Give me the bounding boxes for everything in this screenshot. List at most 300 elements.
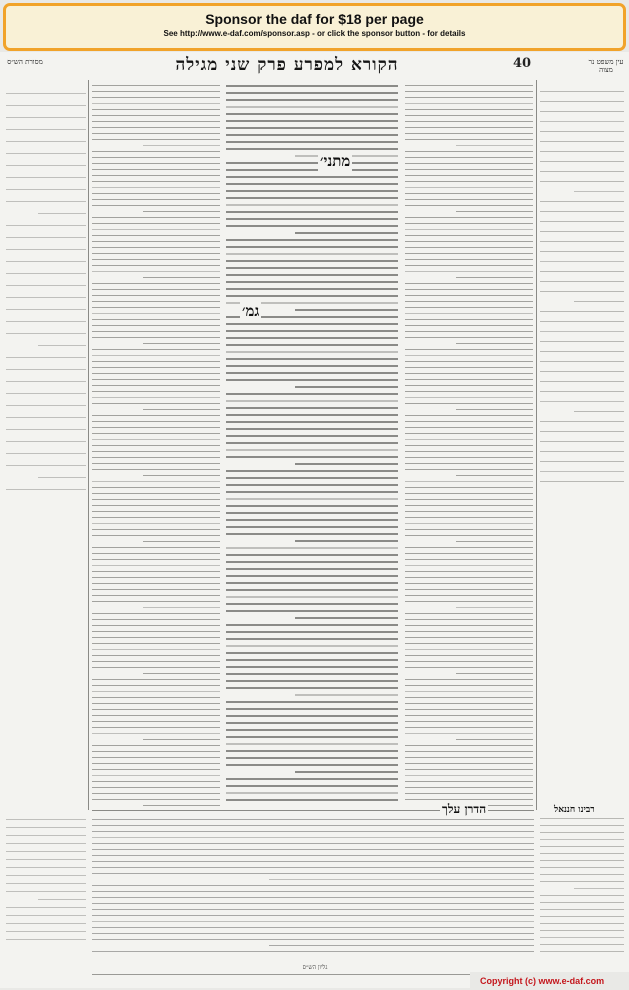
text-line — [92, 547, 220, 548]
text-line — [226, 274, 398, 276]
text-line — [92, 157, 220, 158]
text-line — [405, 487, 533, 488]
text-line — [405, 553, 533, 554]
text-line — [226, 162, 398, 164]
text-line — [405, 715, 533, 716]
text-line — [92, 745, 220, 746]
text-line — [226, 729, 398, 731]
text-line — [405, 697, 533, 698]
text-line — [6, 105, 86, 106]
text-line — [226, 148, 398, 150]
text-line — [540, 91, 624, 92]
text-line — [92, 451, 220, 452]
text-line — [295, 694, 398, 696]
text-line — [92, 193, 220, 194]
text-line — [226, 526, 398, 528]
text-line — [92, 577, 220, 578]
text-line — [92, 85, 220, 86]
text-line — [92, 115, 220, 116]
text-line — [540, 251, 624, 252]
text-line — [226, 183, 398, 185]
text-line — [92, 139, 220, 140]
text-line — [540, 391, 624, 392]
text-line — [405, 283, 533, 284]
text-line — [226, 204, 398, 206]
text-line — [405, 781, 533, 782]
text-line — [92, 715, 220, 716]
text-line — [92, 283, 220, 284]
text-line — [226, 785, 398, 787]
text-line — [405, 757, 533, 758]
text-line — [92, 619, 220, 620]
text-line — [405, 217, 533, 218]
text-line — [405, 421, 533, 422]
text-line — [540, 916, 624, 917]
text-line — [226, 673, 398, 675]
text-line — [540, 181, 624, 182]
text-line — [226, 680, 398, 682]
text-line — [92, 181, 220, 182]
text-line — [405, 703, 533, 704]
text-line — [226, 442, 398, 444]
text-line — [6, 851, 86, 852]
text-line — [92, 127, 220, 128]
page-header — [48, 54, 526, 76]
text-line — [6, 875, 86, 876]
text-line — [405, 721, 533, 722]
text-line — [92, 559, 220, 560]
text-line — [92, 307, 220, 308]
text-line — [92, 445, 220, 446]
text-line — [6, 93, 86, 94]
text-line — [540, 461, 624, 462]
text-line — [405, 643, 533, 644]
text-line — [92, 385, 220, 386]
text-line — [540, 874, 624, 875]
text-line — [226, 589, 398, 591]
text-line — [405, 319, 533, 320]
text-line — [92, 319, 220, 320]
text-line — [226, 659, 398, 661]
text-line — [6, 405, 86, 406]
text-line — [540, 221, 624, 222]
text-line — [92, 427, 220, 428]
text-line — [226, 288, 398, 290]
text-line — [405, 691, 533, 692]
text-line — [540, 481, 624, 482]
text-line — [405, 403, 533, 404]
chapter-end-heading: הדרן עלך — [442, 802, 487, 816]
text-line — [226, 750, 398, 752]
text-line — [405, 433, 533, 434]
text-line — [226, 666, 398, 668]
text-line — [92, 697, 220, 698]
text-line — [540, 441, 624, 442]
text-line — [405, 265, 533, 266]
text-line — [92, 355, 220, 356]
text-line — [226, 519, 398, 521]
text-line — [405, 535, 533, 536]
text-line — [405, 517, 533, 518]
text-line — [405, 463, 533, 464]
text-line — [405, 127, 533, 128]
text-line — [405, 619, 533, 620]
text-line — [6, 907, 86, 908]
text-line — [6, 819, 86, 820]
text-line — [92, 259, 220, 260]
text-line — [143, 211, 220, 212]
text-line — [6, 129, 86, 130]
text-line — [226, 505, 398, 507]
text-line — [405, 97, 533, 98]
text-line — [540, 281, 624, 282]
text-line — [540, 231, 624, 232]
text-line — [92, 583, 220, 584]
text-line — [92, 661, 220, 662]
text-line — [405, 631, 533, 632]
text-line — [540, 853, 624, 854]
text-line — [405, 793, 533, 794]
text-line — [92, 637, 220, 638]
text-line — [405, 163, 533, 164]
text-line — [405, 469, 533, 470]
text-line — [405, 613, 533, 614]
text-line — [143, 541, 220, 542]
text-line — [6, 201, 86, 202]
mishna-heading: מתני׳ — [320, 152, 351, 170]
text-line — [226, 267, 398, 269]
text-line — [226, 407, 398, 409]
text-line — [92, 313, 220, 314]
text-line — [226, 491, 398, 493]
text-line — [226, 127, 398, 129]
text-line — [226, 92, 398, 94]
text-line — [226, 197, 398, 199]
text-line — [143, 739, 220, 740]
text-line — [226, 113, 398, 115]
text-line — [6, 867, 86, 868]
text-line — [405, 751, 533, 752]
text-line — [226, 239, 398, 241]
text-line — [92, 187, 220, 188]
text-line — [405, 367, 533, 368]
text-line — [92, 391, 220, 392]
text-line — [92, 91, 220, 92]
main-text-column — [226, 80, 398, 806]
column-divider — [536, 80, 537, 810]
text-line — [540, 111, 624, 112]
text-line — [226, 253, 398, 255]
text-line — [269, 945, 534, 946]
text-line — [226, 722, 398, 724]
text-line — [226, 561, 398, 563]
text-line — [456, 277, 533, 278]
text-line — [226, 708, 398, 710]
text-line — [143, 277, 220, 278]
text-line — [92, 349, 220, 350]
text-line — [405, 457, 533, 458]
text-line — [92, 151, 220, 152]
text-line — [540, 261, 624, 262]
text-line — [6, 321, 86, 322]
text-line — [92, 463, 220, 464]
text-line — [540, 832, 624, 833]
text-line — [92, 897, 534, 898]
sponsor-banner[interactable] — [3, 3, 626, 51]
text-line — [226, 260, 398, 262]
bottom-margin-left — [6, 812, 86, 952]
text-line — [540, 201, 624, 202]
copyright-link[interactable]: Copyright (c) www.e-daf.com — [480, 976, 605, 986]
text-line — [92, 885, 534, 886]
text-line — [456, 145, 533, 146]
text-line — [92, 109, 220, 110]
text-line — [226, 778, 398, 780]
text-line — [405, 571, 533, 572]
text-line — [540, 860, 624, 861]
text-line — [92, 439, 220, 440]
text-line — [540, 131, 624, 132]
text-line — [6, 165, 86, 166]
text-line — [92, 289, 220, 290]
text-line — [38, 899, 86, 900]
text-line — [540, 351, 624, 352]
text-line — [226, 610, 398, 612]
text-line — [6, 859, 86, 860]
text-line — [540, 839, 624, 840]
text-line — [6, 453, 86, 454]
text-line — [6, 189, 86, 190]
text-line — [226, 799, 398, 801]
text-line — [405, 685, 533, 686]
text-line — [92, 921, 534, 922]
text-line — [6, 225, 86, 226]
text-line — [92, 631, 220, 632]
text-line — [92, 787, 220, 788]
text-line — [540, 867, 624, 868]
text-line — [92, 367, 220, 368]
text-line — [405, 745, 533, 746]
text-line — [92, 223, 220, 224]
text-line — [405, 427, 533, 428]
text-line — [540, 895, 624, 896]
text-line — [540, 421, 624, 422]
text-line — [405, 769, 533, 770]
text-line — [92, 643, 220, 644]
text-line — [405, 733, 533, 734]
text-line — [92, 229, 220, 230]
text-line — [92, 457, 220, 458]
text-line — [92, 727, 220, 728]
text-line — [6, 357, 86, 358]
text-line — [456, 607, 533, 608]
text-line — [92, 373, 220, 374]
text-line — [405, 199, 533, 200]
text-line — [92, 169, 220, 170]
text-line — [226, 547, 398, 549]
text-line — [540, 101, 624, 102]
text-line — [6, 835, 86, 836]
text-line — [92, 751, 220, 752]
text-line — [405, 601, 533, 602]
footer-note: גליון הש״ס — [302, 964, 328, 971]
text-line — [405, 505, 533, 506]
text-line — [405, 775, 533, 776]
text-line — [226, 477, 398, 479]
text-line — [92, 481, 220, 482]
commentary-column-left — [92, 80, 220, 806]
text-line — [92, 909, 534, 910]
talmud-page — [0, 52, 629, 988]
text-line — [405, 385, 533, 386]
text-line — [92, 217, 220, 218]
text-line — [92, 535, 220, 536]
text-line — [405, 133, 533, 134]
text-line — [92, 415, 220, 416]
text-line — [405, 247, 533, 248]
column-divider — [88, 80, 89, 810]
text-line — [92, 523, 220, 524]
text-line — [92, 613, 220, 614]
text-line — [143, 805, 220, 806]
text-line — [405, 481, 533, 482]
text-line — [405, 271, 533, 272]
text-line — [405, 241, 533, 242]
text-line — [143, 673, 220, 674]
text-line — [540, 923, 624, 924]
text-line — [226, 372, 398, 374]
text-line — [6, 489, 86, 490]
text-line — [405, 205, 533, 206]
text-line — [226, 575, 398, 577]
text-line — [92, 733, 220, 734]
text-line — [6, 153, 86, 154]
text-line — [143, 343, 220, 344]
gemara-heading: גמ׳ — [242, 302, 260, 320]
text-line — [405, 397, 533, 398]
text-line — [540, 361, 624, 362]
page-title: הקורא למפרע פרק שני מגילה — [175, 55, 399, 75]
text-line — [92, 265, 220, 266]
text-line — [405, 325, 533, 326]
text-line — [226, 743, 398, 745]
text-line — [6, 891, 86, 892]
text-line — [540, 371, 624, 372]
text-line — [540, 902, 624, 903]
text-line — [226, 323, 398, 325]
text-line — [405, 289, 533, 290]
text-line — [405, 109, 533, 110]
text-line — [574, 888, 624, 889]
text-line — [226, 330, 398, 332]
text-line — [540, 825, 624, 826]
text-line — [226, 85, 398, 87]
text-line — [92, 939, 534, 940]
text-line — [405, 307, 533, 308]
text-line — [405, 559, 533, 560]
text-line — [6, 931, 86, 932]
text-line — [226, 792, 398, 794]
text-line — [92, 133, 220, 134]
text-line — [295, 617, 398, 619]
text-line — [540, 341, 624, 342]
text-line — [92, 855, 534, 856]
text-line — [143, 607, 220, 608]
sponsor-subtitle: See http://www.e-daf.com/sponsor.asp - or click the sponsor button - for details — [163, 29, 466, 38]
text-line — [6, 309, 86, 310]
text-line — [456, 409, 533, 410]
text-line — [226, 141, 398, 143]
text-line — [6, 429, 86, 430]
text-line — [6, 827, 86, 828]
text-line — [92, 163, 220, 164]
text-line — [226, 295, 398, 297]
text-line — [405, 169, 533, 170]
text-line — [92, 505, 220, 506]
text-line — [226, 624, 398, 626]
text-line — [92, 403, 220, 404]
text-line — [456, 739, 533, 740]
text-line — [540, 451, 624, 452]
text-line — [405, 727, 533, 728]
text-line — [405, 391, 533, 392]
text-line — [405, 595, 533, 596]
text-line — [92, 235, 220, 236]
text-line — [405, 445, 533, 446]
text-line — [574, 191, 624, 192]
text-line — [226, 414, 398, 416]
text-line — [226, 246, 398, 248]
text-line — [92, 915, 534, 916]
text-line — [226, 638, 398, 640]
text-line — [540, 321, 624, 322]
text-line — [540, 171, 624, 172]
text-line — [6, 285, 86, 286]
text-line — [405, 577, 533, 578]
text-line — [92, 469, 220, 470]
text-line — [226, 344, 398, 346]
footer-rule — [92, 974, 534, 985]
text-line — [92, 517, 220, 518]
text-line — [540, 818, 624, 819]
text-line — [92, 703, 220, 704]
text-line — [405, 181, 533, 182]
text-line — [6, 177, 86, 178]
text-line — [405, 91, 533, 92]
text-line — [6, 381, 86, 382]
text-line — [540, 846, 624, 847]
text-line — [92, 831, 534, 832]
text-line — [405, 565, 533, 566]
text-line — [405, 103, 533, 104]
text-line — [92, 685, 220, 686]
text-line — [92, 709, 220, 710]
text-line — [226, 169, 398, 171]
text-line — [143, 475, 220, 476]
text-line — [92, 97, 220, 98]
text-line — [92, 625, 220, 626]
text-line — [92, 103, 220, 104]
text-line — [456, 673, 533, 674]
text-line — [540, 951, 624, 952]
rabbenu-chananel-heading: רבינו חננאל — [554, 805, 595, 815]
text-line — [405, 157, 533, 158]
text-line — [405, 115, 533, 116]
rabbenu-chananel-column — [540, 812, 624, 952]
text-line — [405, 679, 533, 680]
text-line — [405, 253, 533, 254]
text-line — [92, 271, 220, 272]
